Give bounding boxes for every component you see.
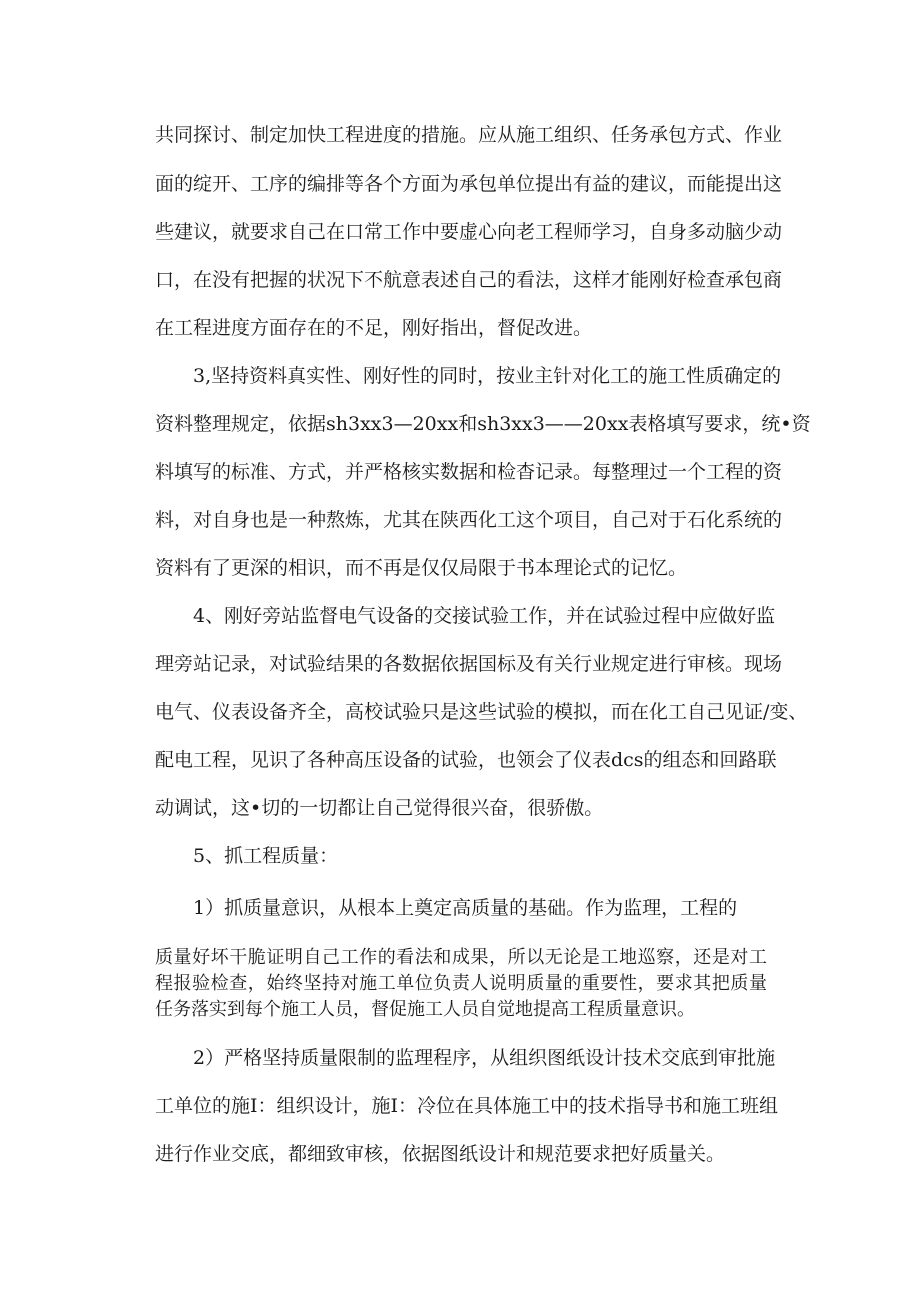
text-line: 进行作业交底，都细致审核，依据图纸设计和规范要求把好质量关。 xyxy=(155,1143,726,1165)
text-line: 在工程进度方面存在的不足，刚好指出，督促改进。 xyxy=(155,317,593,339)
text-line: 口，在没有把握的状况下不航意表述自己的看法，这样才能刚好检查承包商 xyxy=(155,269,783,291)
text-line: 动调试，这•切的一切都让自己觉得很兴奋，很骄傲。 xyxy=(155,797,604,819)
text-line: 料填写的标准、方式，并严格核实数据和检杳记录。每整理过一个工程的资 xyxy=(155,461,783,483)
text-line: 共同探讨、制定加快工程进度的措施。应从施工组织、任务承包方式、作业 xyxy=(155,124,783,146)
text-line: 些建议，就要求自己在口常工作中要虚心向老工程师学习，自身多动脑少动 xyxy=(155,221,783,243)
text-line: 程报验检查，始终坚持对施工单位负责人说明质量的重要性，要求其把质量 xyxy=(155,973,767,994)
text-line: 料，对自身也是一种熬炼，尤其在陕西化工这个项目，自己对于石化系统的 xyxy=(155,509,783,531)
text-line: 2）严格坚持质量限制的监理程序，从组织图纸设计技术交底到审批施 xyxy=(193,1047,776,1069)
text-line: 理旁站记录，对试验结果的各数据依据国标及有关行业规定进行审核。现场 xyxy=(155,653,783,675)
section-heading: 5、抓工程质量： xyxy=(193,845,339,867)
text-line: 面的绽开、工序的编排等各个方面为承包单位提出有益的建议，而能提出这 xyxy=(155,173,783,195)
text-line: 1）抓质量意识，从根本上奠定高质量的基础。作为监理，工程的 xyxy=(193,897,738,919)
text-line: 4、刚好旁站监督电气设备的交接试验工作，并在试验过程中应做好监 xyxy=(193,605,776,627)
text-line: 电气、仪表设备齐全，高校试验只是这些试验的模拟，而在化工自己见证/变、 xyxy=(155,701,808,723)
text-line: 工单位的施I：组织设计，施I：冷位在具体施工中的技术指导书和施工班组 xyxy=(155,1095,779,1117)
text-line: 资料有了更深的相识，而不再是仅仅局限于书本理论式的记忆。 xyxy=(155,557,688,579)
text-line: 配电工程，见识了各种高压设备的试验，也领会了仪表dcs的组态和回路联 xyxy=(155,749,777,771)
text-line: 3,坚持资料真实性、刚好性的同时，按业主针对化工的施工性质确定的 xyxy=(193,365,782,387)
text-line: 任务落实到每个施工人员，督促施工人员自觉地提高工程质量意识。 xyxy=(155,999,695,1020)
text-line: 资料整理规定，依据sh3xx3—20xx和sh3xx3——20xx表格填写要求，统•资 xyxy=(155,413,811,435)
text-line: 质量好坏干脆证明自己工作的看法和成果，所以无论是工地巡察，还是对工 xyxy=(155,947,767,968)
